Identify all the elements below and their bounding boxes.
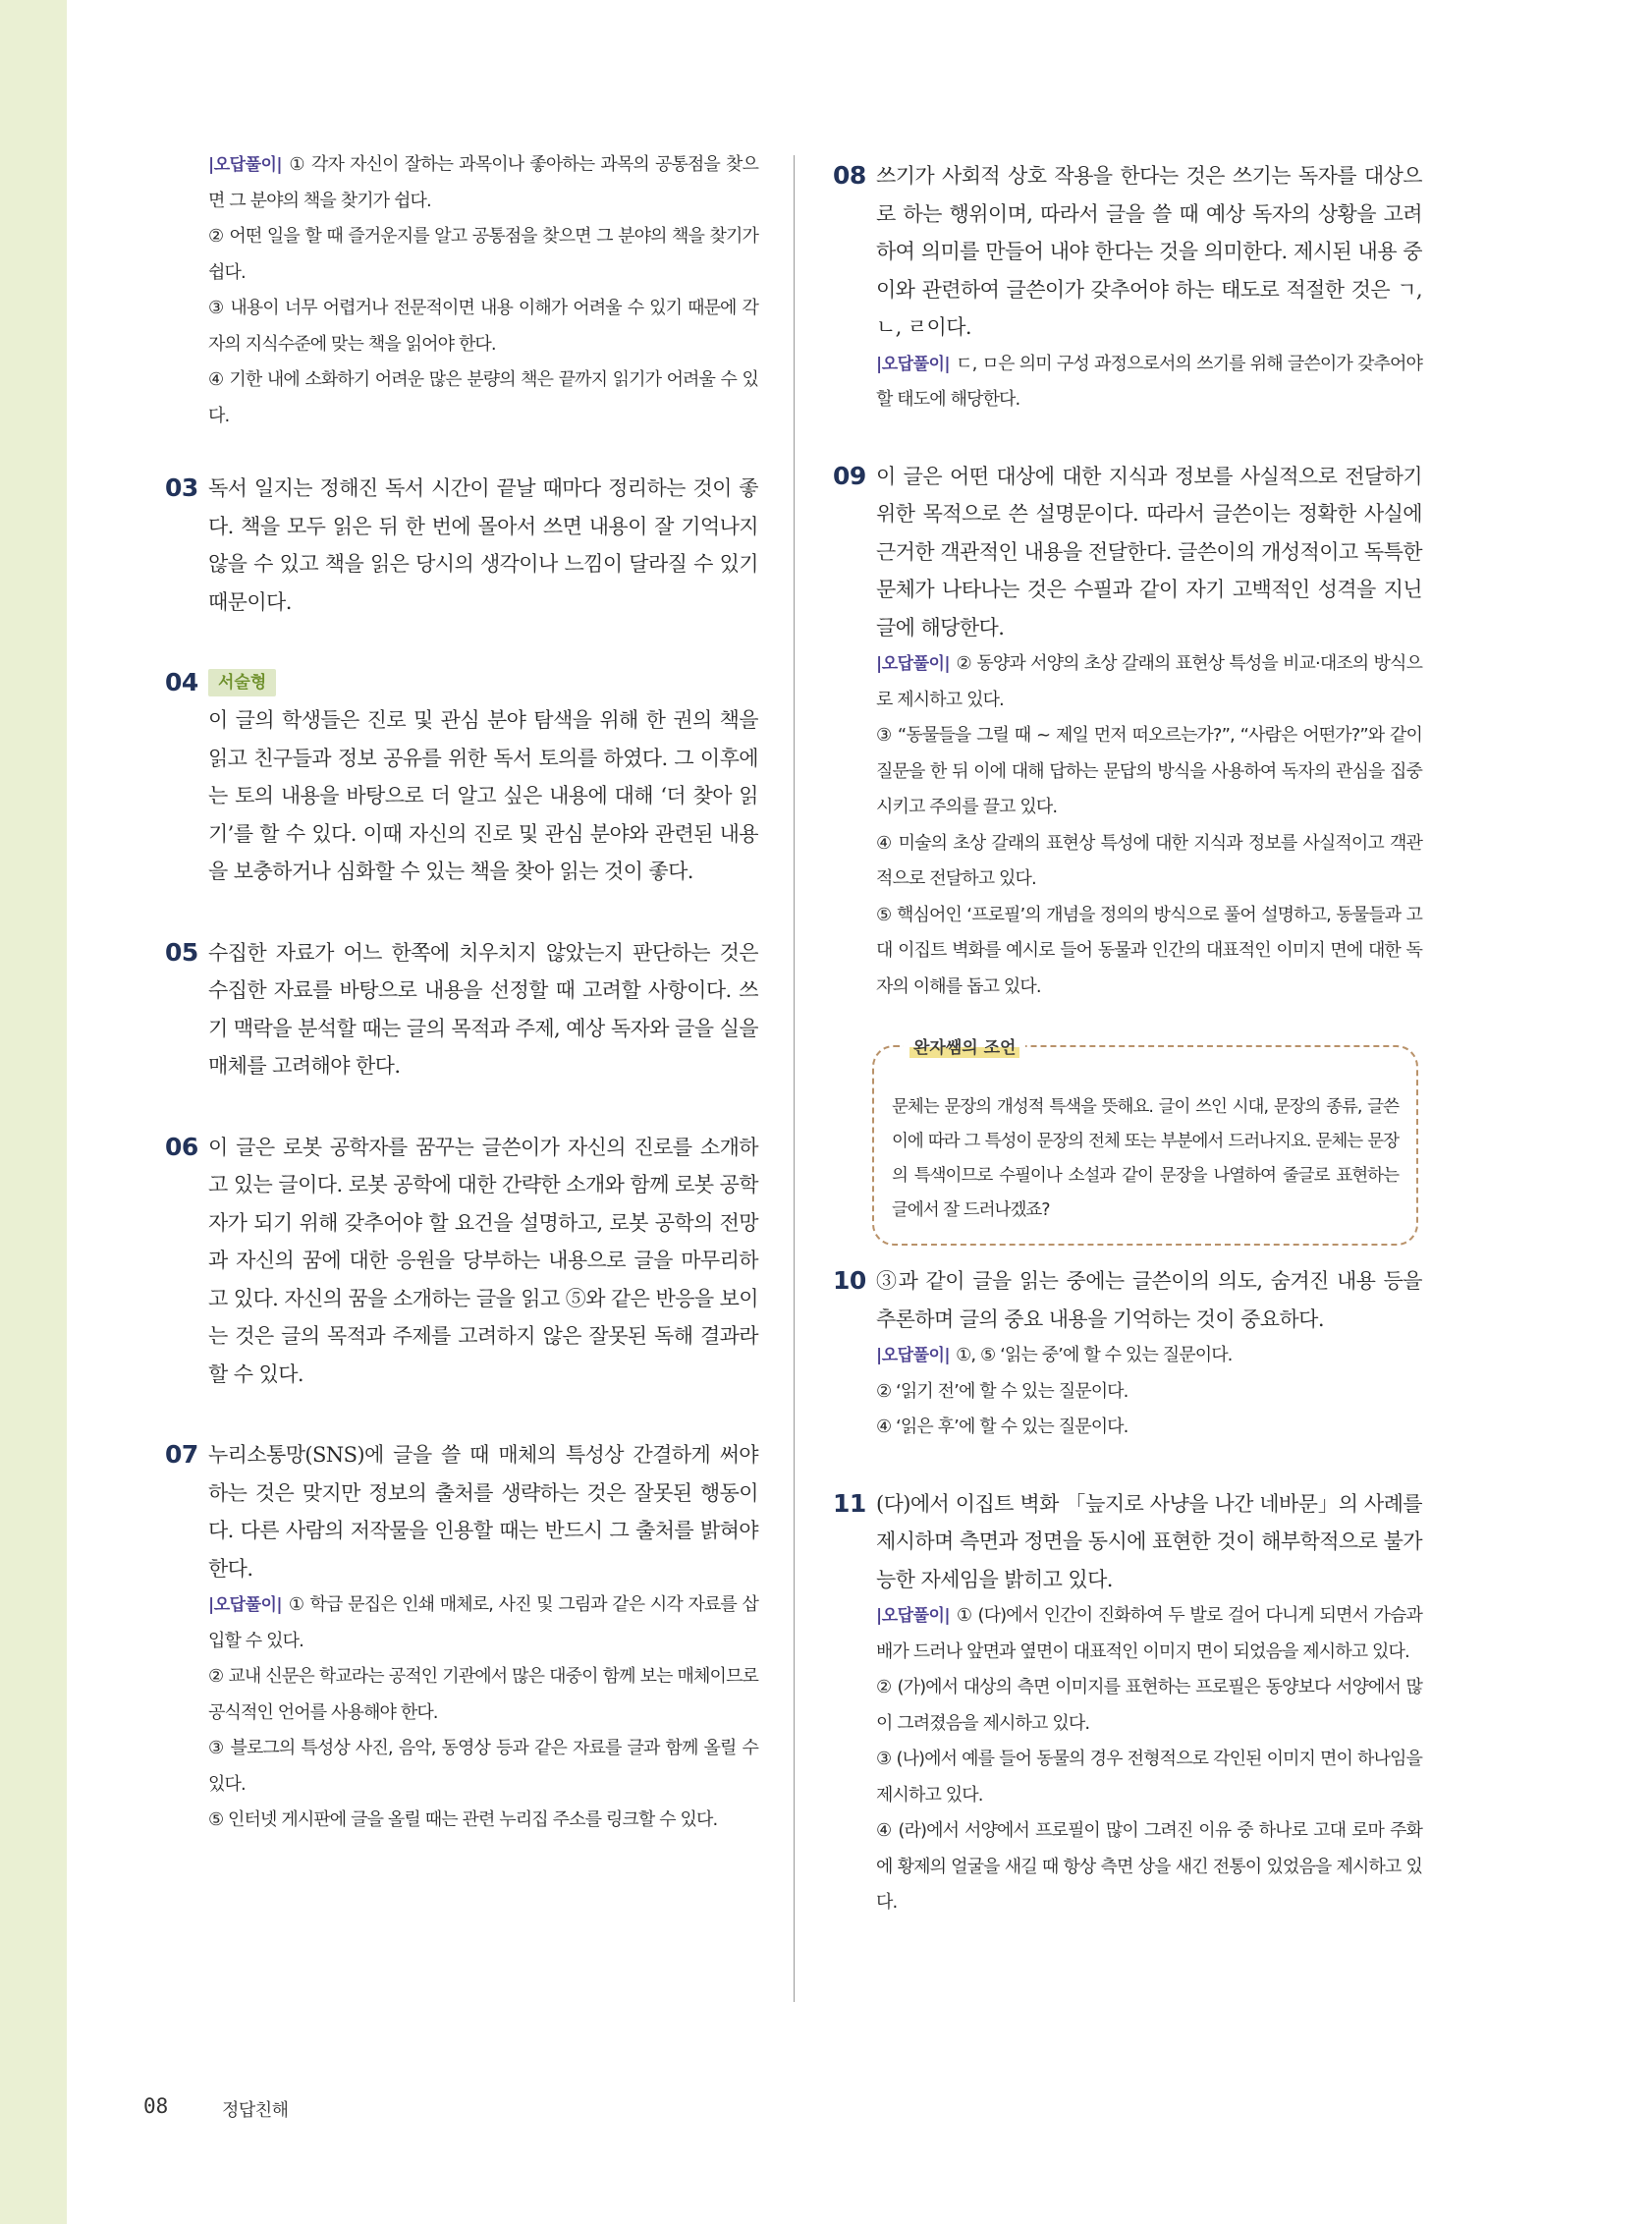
page-number: 08 xyxy=(143,2094,169,2118)
note-line: |오답풀이| ② 동양과 서양의 초상 갈래의 표현상 특성을 비교·대조의 방식으로 제시하고 있다. xyxy=(876,646,1422,718)
answer-text: 이 글은 로봇 공학자를 꿈꾸는 글쓴이가 자신의 진로를 소개하고 있는 글이다. 로봇 공학에 대한 간략한 소개와 함께 로봇 공학자가 되기 위해 갖추어야 할 요건을 설명하고, 로봇 공학의 전망과 자신의 꿈에 대한 응원을 당부하는 내용으로 글을 마무리하고 있다. 자신의 꿈을 소개하는 글을 읽고 ⑤와 같은 반응을 보이는 것은 글의 목적과 주제를 고려하지 않은 잘못된 독해 결과라 할 수 있다. xyxy=(208,1135,758,1386)
answer-text: 이 글은 어떤 대상에 대한 지식과 정보를 사실적으로 전달하기 위한 목적으로 쓴 설명문이다. 따라서 글쓴이는 정확한 사실에 근거한 객관적인 내용을 전달한다. 글쓴이의 개성적이고 독특한 문체가 나타나는 것은 수필과 같이 자기 고백적인 성격을 지닌 글에 해당한다. xyxy=(876,464,1422,639)
note-line: ② ‘읽기 전’에 할 수 있는 질문이다. xyxy=(876,1380,1129,1402)
column-divider xyxy=(794,155,795,2002)
question-number: 05 xyxy=(165,937,198,967)
note-line: ② 어떤 일을 할 때 즐거운지를 알고 공통점을 찾으면 그 분야의 책을 찾기가 쉽다. xyxy=(208,226,758,283)
note-line: ④ ‘읽은 후’에 할 수 있는 질문이다. xyxy=(876,1417,1129,1437)
answer-07 xyxy=(165,1436,758,1839)
answer-11 xyxy=(833,1485,1422,1921)
advice-title: 완자쌤의 조언 xyxy=(904,1033,1025,1058)
question-number: 07 xyxy=(165,1440,198,1469)
answer-text: 쓰기가 사회적 상호 작용을 한다는 것은 쓰기는 독자를 대상으로 하는 행위이며, 따라서 글을 쓸 때 예상 독자의 상황을 고려하여 의미를 만들어 내야 한다는 것을 의미한다. 제시된 내용 중 이와 관련하여 글쓴이가 갖추어야 하는 태도로 적절한 것은 ㄱ, ㄴ, ㄹ이다. xyxy=(876,164,1422,339)
note-line: ④ (라)에서 서양에서 프로필이 많이 그려진 이유 중 하나로 고대 로마 주화에 황제의 얼굴을 새길 때 항상 측면 상을 새긴 전통이 있었음을 제시하고 있다. xyxy=(876,1820,1422,1913)
note-line: |오답풀이| ① 각자 자신이 잘하는 과목이나 좋아하는 과목의 공통점을 찾으면 그 분야의 책을 찾기가 쉽다. xyxy=(208,147,758,219)
top-wrong-answer-note xyxy=(165,147,758,434)
wrong-answer-tag: |오답풀이| xyxy=(876,654,951,674)
note-line: ④ 미술의 초상 갈래의 표현상 특성에 대한 지식과 정보를 사실적이고 객관적으로 전달하고 있다. xyxy=(876,832,1422,889)
left-column xyxy=(165,147,758,1839)
wrong-answer-tag: |오답풀이| xyxy=(208,1595,283,1615)
wrong-answer-tag: |오답풀이| xyxy=(876,1346,951,1365)
question-number: 06 xyxy=(165,1132,198,1161)
answer-text: 누리소통망(SNS)에 글을 쓸 때 매체의 특성상 간결하게 써야 하는 것은 맞지만 정보의 출처를 생략하는 것은 잘못된 행동이다. 다른 사람의 저작물을 인용할 때는 반드시 그 출처를 밝혀야 한다. xyxy=(208,1443,758,1581)
answer-06 xyxy=(165,1129,758,1394)
question-number: 03 xyxy=(165,473,198,502)
question-number: 04 xyxy=(165,668,198,696)
wrong-answer-tag: |오답풀이| xyxy=(208,155,283,175)
note-line: |오답풀이| ①, ⑤ ‘읽는 중’에 할 수 있는 질문이다. xyxy=(876,1338,1422,1374)
note-line: |오답풀이| ① 학급 문집은 인쇄 매체로, 사진 및 그림과 같은 시각 자료를 삽입할 수 있다. xyxy=(208,1587,758,1659)
side-color-strip xyxy=(0,0,67,2224)
question-number: 11 xyxy=(833,1488,866,1518)
wrong-answer-tag: |오답풀이| xyxy=(876,354,951,374)
answer-03 xyxy=(165,470,758,621)
essay-type-badge: 서술형 xyxy=(208,669,276,696)
note-line: ④ 기한 내에 소화하기 어려운 많은 분량의 책은 끝까지 읽기가 어려울 수 있다. xyxy=(208,369,758,426)
question-number: 08 xyxy=(833,161,866,190)
note-line: |오답풀이| ㄷ, ㅁ은 의미 구성 과정으로서의 쓰기를 위해 글쓴이가 갖추어야 할 태도에 해당한다. xyxy=(876,347,1422,418)
question-number: 09 xyxy=(833,461,866,490)
answer-10 xyxy=(833,1262,1422,1446)
advice-box xyxy=(872,1038,1418,1246)
advice-text: 문체는 문장의 개성적 특색을 뜻해요. 글이 쓰인 시대, 문장의 종류, 글쓴이에 따라 그 특성이 문장의 전체 또는 부분에서 드러나지요. 문체는 문장의 특색이므로 수필이나 소설과 같이 문장을 나열하여 줄글로 표현하는 글에서 잘 드러나겠죠? xyxy=(892,1097,1399,1220)
wrong-answer-tag: |오답풀이| xyxy=(876,1606,951,1626)
answer-text: 독서 일지는 정해진 독서 시간이 끝날 때마다 정리하는 것이 좋다. 책을 모두 읽은 뒤 한 번에 몰아서 쓰면 내용이 잘 기억나지 않을 수 있고 책을 읽은 당시의 생각이나 느낌이 달라질 수 있기 때문이다. xyxy=(208,476,758,614)
answer-04 xyxy=(165,664,758,891)
note-line: |오답풀이| ① (다)에서 인간이 진화하여 두 발로 걸어 다니게 되면서 가슴과 배가 드러나 앞면과 옆면이 대표적인 이미지 면이 되었음을 제시하고 있다. xyxy=(876,1598,1422,1670)
answer-text: 이 글의 학생들은 진로 및 관심 분야 탐색을 위해 한 권의 책을 읽고 친구들과 정보 공유를 위한 독서 토의를 하였다. 그 이후에는 토의 내용을 바탕으로 더 알고 싶은 내용에 대해 ‘더 찾아 읽기’를 할 수 있다. 이때 자신의 진로 및 관심 분야와 관련된 내용을 보충하거나 심화할 수 있는 책을 찾아 읽는 것이 좋다. xyxy=(208,708,758,883)
answer-08 xyxy=(833,157,1422,418)
note-line: ③ “동물들을 그릴 때 ~ 제일 먼저 떠오르는가?”, “사람은 어떤가?”와 같이 질문을 한 뒤 이에 대해 답하는 문답의 방식을 사용하여 독자의 관심을 집중시키고 주의를 끌고 있다. xyxy=(876,725,1422,817)
answer-text: (다)에서 이집트 벽화 「늪지로 사냥을 나간 네바문」의 사례를 제시하며 측면과 정면을 동시에 표현한 것이 해부학적으로 불가능한 자세임을 밝히고 있다. xyxy=(876,1491,1422,1591)
footer-label: 정답친해 xyxy=(222,2100,289,2121)
answer-09 xyxy=(833,458,1422,1006)
answer-text: ③과 같이 글을 읽는 중에는 글쓴이의 의도, 숨겨진 내용 등을 추론하며 글의 중요 내용을 기억하는 것이 중요하다. xyxy=(876,1269,1422,1331)
note-line: ⑤ 핵심어인 ‘프로필’의 개념을 정의의 방식으로 풀어 설명하고, 동물들과 고대 이집트 벽화를 예시로 들어 동물과 인간의 대표적인 이미지 면에 대한 독자의 이해를 돕고 있다. xyxy=(876,904,1422,997)
question-number: 10 xyxy=(833,1266,866,1295)
answer-05 xyxy=(165,934,758,1085)
note-line: ⑤ 인터넷 게시판에 글을 올릴 때는 관련 누리집 주소를 링크할 수 있다. xyxy=(208,1809,718,1830)
note-line: ② (가)에서 대상의 측면 이미지를 표현하는 프로필은 동양보다 서양에서 많이 그려졌음을 제시하고 있다. xyxy=(876,1677,1422,1734)
note-line: ③ (나)에서 예를 들어 동물의 경우 전형적으로 각인된 이미지 면이 하나임을 제시하고 있다. xyxy=(876,1749,1422,1806)
answer-text: 수집한 자료가 어느 한쪽에 치우치지 않았는지 판단하는 것은 수집한 자료를 바탕으로 내용을 선정할 때 고려할 사항이다. 쓰기 맥락을 분석할 때는 글의 목적과 주제, 예상 독자와 글을 실을 매체를 고려해야 한다. xyxy=(208,940,758,1078)
note-line: ② 교내 신문은 학교라는 공적인 기관에서 많은 대중이 함께 보는 매체이므로 공식적인 언어를 사용해야 한다. xyxy=(208,1666,758,1723)
note-line: ③ 내용이 너무 어렵거나 전문적이면 내용 이해가 어려울 수 있기 때문에 각자의 지식수준에 맞는 책을 읽어야 한다. xyxy=(208,298,758,355)
note-line: ③ 블로그의 특성상 사진, 음악, 동영상 등과 같은 자료를 글과 함께 올릴 수 있다. xyxy=(208,1738,758,1795)
